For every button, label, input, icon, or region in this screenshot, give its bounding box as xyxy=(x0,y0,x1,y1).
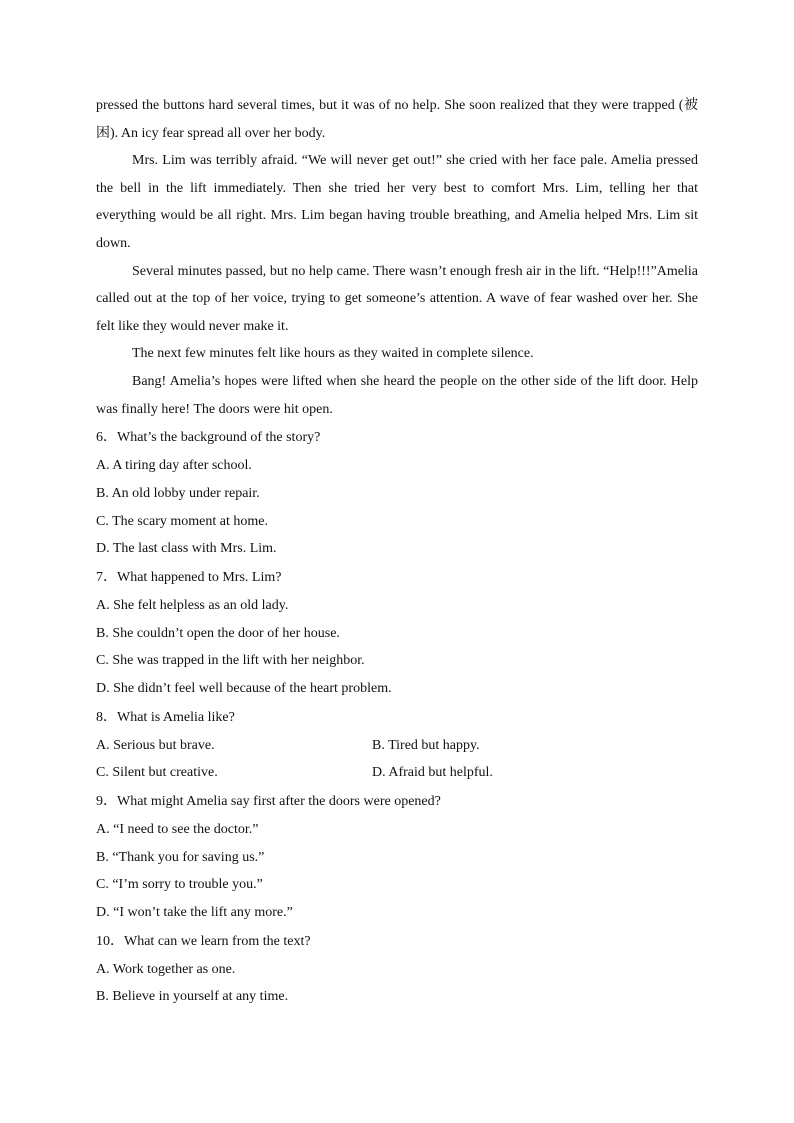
question-option: B. “Thank you for saving us.” xyxy=(96,849,265,865)
question-option: C. Silent but creative. xyxy=(96,765,218,781)
option-row xyxy=(96,759,698,787)
question-option: A. Serious but brave. xyxy=(96,737,215,753)
passage-paragraph: pressed the buttons hard several times, but it was of no help. She soon realized that they were trapped (被困). An icy fear spread all over her body. xyxy=(96,98,698,141)
passage-paragraph: Mrs. Lim was terribly afraid. “We will never get out!” she cried with her face pale. Amelia pressed the bell in the lift immediately. Then she tried her very best to comfort Mrs. Lim, telling her that everything would be all right. Mrs. Lim began having trouble breathing, and Amelia helped Mrs. Lim sit down. xyxy=(96,153,698,251)
question-option: A. Work together as one. xyxy=(96,961,236,977)
question-stem: 8．What is Amelia like? xyxy=(96,709,235,725)
question-stem: 7．What happened to Mrs. Lim? xyxy=(96,569,282,585)
question-option: D. The last class with Mrs. Lim. xyxy=(96,541,277,557)
question-stem: 6．What’s the background of the story? xyxy=(96,430,321,446)
question-option: C. She was trapped in the lift with her neighbor. xyxy=(96,653,365,669)
question-option: D. Afraid but helpful. xyxy=(372,765,493,781)
passage-paragraph: The next few minutes felt like hours as they waited in complete silence. xyxy=(132,346,534,362)
question-option: A. “I need to see the doctor.” xyxy=(96,822,259,837)
question-option: C. “I’m sorry to trouble you.” xyxy=(96,877,263,893)
question-option: A. She felt helpless as an old lady. xyxy=(96,597,289,613)
question-option: C. The scary moment at home. xyxy=(96,513,268,529)
question-stem: 9．What might Amelia say first after the doors were opened? xyxy=(96,794,441,809)
question-option: D. “I won’t take the lift any more.” xyxy=(96,905,293,921)
question-7 xyxy=(96,563,698,703)
question-option: A. A tiring day after school. xyxy=(96,458,252,474)
question-10 xyxy=(96,927,698,1011)
question-6 xyxy=(96,423,698,563)
question-list xyxy=(96,423,698,1011)
question-option: B. An old lobby under repair. xyxy=(96,485,260,501)
question-option: D. She didn’t feel well because of the heart problem. xyxy=(96,680,392,696)
question-option: B. She couldn’t open the door of her house. xyxy=(96,625,340,641)
passage-paragraph: Several minutes passed, but no help came. There wasn’t enough fresh air in the lift. “Help!!!”Amelia called out at the top of her voice, trying to get someone’s attention. A wave of fear washed over her. She felt like they would never make it. xyxy=(96,263,698,334)
question-option: B. Believe in yourself at any time. xyxy=(96,989,289,1005)
option-row xyxy=(96,732,698,760)
passage xyxy=(96,92,698,423)
passage-paragraph: Bang! Amelia’s hopes were lifted when she heard the people on the other side of the lift door. Help was finally here! The doors were hit open. xyxy=(96,373,698,417)
question-8 xyxy=(96,703,698,787)
document-page xyxy=(96,92,698,1011)
question-option: B. Tired but happy. xyxy=(372,737,480,753)
question-stem: 10．What can we learn from the text? xyxy=(96,933,311,949)
question-9 xyxy=(96,787,698,927)
